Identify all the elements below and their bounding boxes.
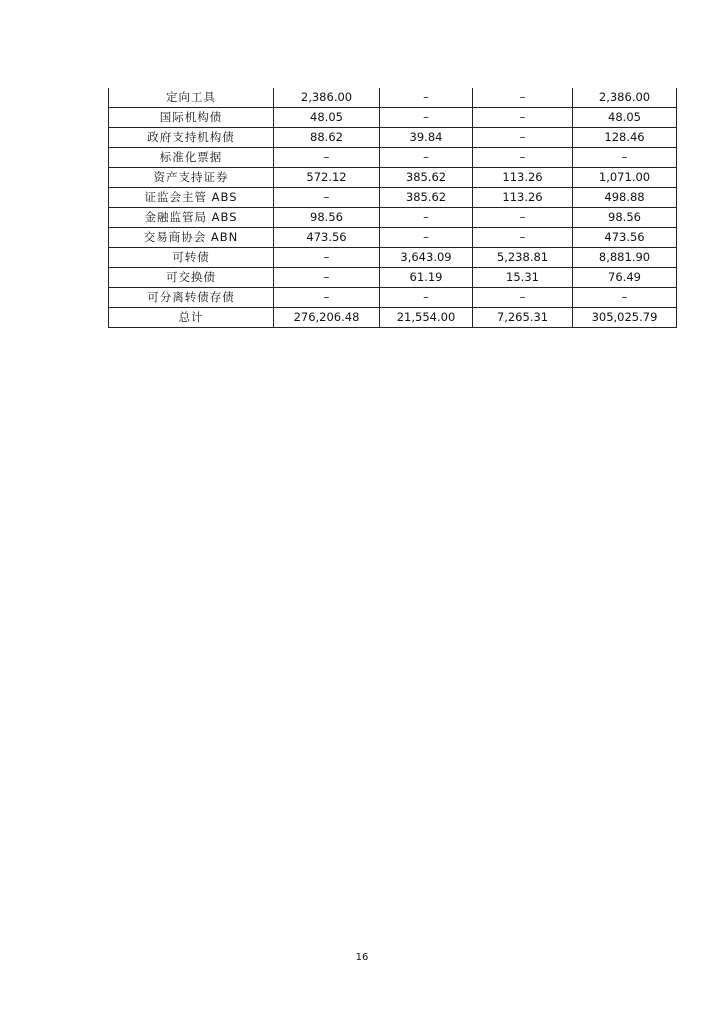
table-row	[109, 228, 677, 248]
table-cell: 3,643.09	[380, 248, 473, 268]
table-cell: 21,554.00	[380, 308, 473, 328]
table-cell: 473.56	[274, 228, 380, 248]
table-cell: –	[380, 108, 473, 128]
total-row	[109, 308, 677, 328]
table-cell: 1,071.00	[573, 168, 677, 188]
table-cell: –	[380, 88, 473, 108]
table-cell: –	[380, 148, 473, 168]
table-row	[109, 288, 677, 308]
table-row	[109, 88, 677, 108]
table-cell: 2,386.00	[573, 88, 677, 108]
table-cell: 98.56	[274, 208, 380, 228]
table-cell: 113.26	[473, 168, 573, 188]
row-label: 总计	[109, 308, 274, 328]
table-cell: –	[473, 108, 573, 128]
table-cell: 8,881.90	[573, 248, 677, 268]
table-cell: 2,386.00	[274, 88, 380, 108]
table-row	[109, 128, 677, 148]
table-row	[109, 188, 677, 208]
table-cell: –	[473, 288, 573, 308]
table-cell: –	[380, 208, 473, 228]
table-cell: 385.62	[380, 168, 473, 188]
table-cell: –	[573, 148, 677, 168]
table-cell: 128.46	[573, 128, 677, 148]
table-cell: –	[473, 148, 573, 168]
table-cell: 305,025.79	[573, 308, 677, 328]
table-cell: –	[473, 88, 573, 108]
table-cell: 76.49	[573, 268, 677, 288]
table-cell: –	[274, 248, 380, 268]
row-label: 可分离转债存债	[109, 288, 274, 308]
table-cell: 498.88	[573, 188, 677, 208]
table-cell: –	[473, 128, 573, 148]
row-label: 可转债	[109, 248, 274, 268]
table-cell: 88.62	[274, 128, 380, 148]
table-row	[109, 248, 677, 268]
table-cell: 61.19	[380, 268, 473, 288]
table-cell: 39.84	[380, 128, 473, 148]
table-cell: –	[274, 268, 380, 288]
table-cell: –	[473, 228, 573, 248]
table-cell: –	[473, 208, 573, 228]
row-label: 证监会主管 ABS	[109, 188, 274, 208]
table-cell: 48.05	[573, 108, 677, 128]
row-label: 交易商协会 ABN	[109, 228, 274, 248]
row-label: 可交换债	[109, 268, 274, 288]
table-cell: –	[380, 228, 473, 248]
table-cell: 5,238.81	[473, 248, 573, 268]
table-row	[109, 108, 677, 128]
table-cell: –	[380, 288, 473, 308]
table-cell: –	[573, 288, 677, 308]
table-cell: 48.05	[274, 108, 380, 128]
row-label: 定向工具	[109, 88, 274, 108]
table-row	[109, 168, 677, 188]
row-label: 资产支持证券	[109, 168, 274, 188]
table-cell: 473.56	[573, 228, 677, 248]
row-label: 政府支持机构债	[109, 128, 274, 148]
table-body	[109, 88, 677, 328]
table-row	[109, 208, 677, 228]
row-label: 金融监管局 ABS	[109, 208, 274, 228]
table-cell: –	[274, 148, 380, 168]
row-label: 标准化票据	[109, 148, 274, 168]
table-cell: 113.26	[473, 188, 573, 208]
row-label: 国际机构债	[109, 108, 274, 128]
table-cell: 385.62	[380, 188, 473, 208]
table-cell: –	[274, 188, 380, 208]
table-cell: 572.12	[274, 168, 380, 188]
table-cell: 15.31	[473, 268, 573, 288]
table-row	[109, 268, 677, 288]
table-cell: 276,206.48	[274, 308, 380, 328]
table-cell: –	[274, 288, 380, 308]
bond-statistics-table	[108, 88, 677, 328]
table-cell: 98.56	[573, 208, 677, 228]
table-cell: 7,265.31	[473, 308, 573, 328]
table-row	[109, 148, 677, 168]
page-number: 16	[355, 952, 369, 963]
